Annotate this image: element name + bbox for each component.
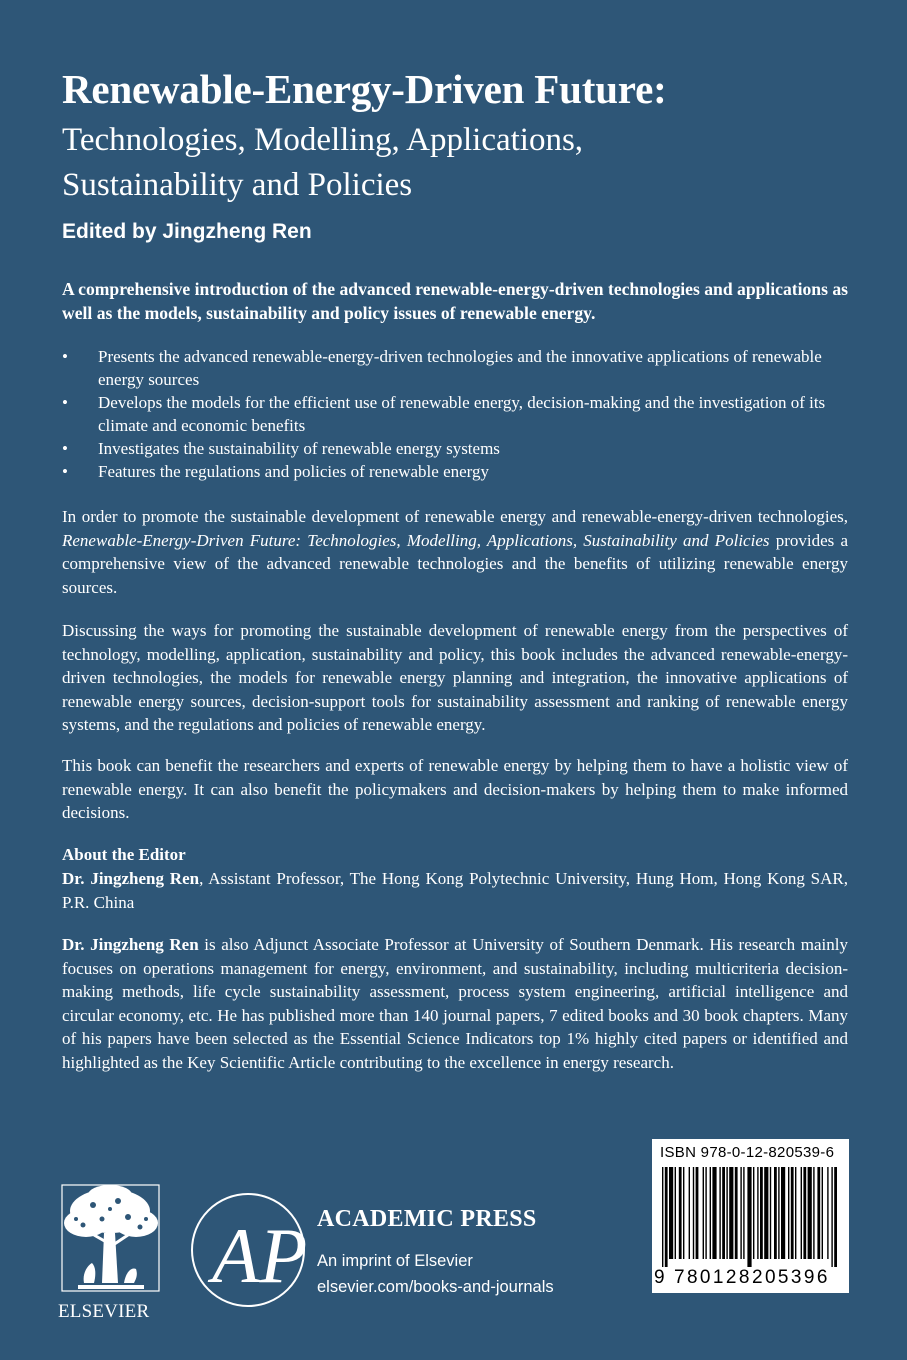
barcode-bar	[770, 1167, 771, 1259]
barcode-bar	[696, 1167, 699, 1259]
barcode-bar	[729, 1167, 733, 1259]
barcode-bar	[689, 1167, 690, 1259]
barcode-digit-first: 9	[654, 1267, 665, 1288]
barcode-bar	[740, 1167, 741, 1259]
feature-item: • Develops the models for the efficient use of renewable energy, decision-making and the investigation of its climate and economic benefits	[62, 391, 848, 437]
barcode-bar	[757, 1167, 758, 1259]
feature-item: • Presents the advanced renewable-energy-driven technologies and the innovative applications of renewable energy sources	[62, 345, 848, 391]
barcode-bar	[712, 1167, 716, 1259]
book-title: Renewable-Energy-Driven Future:	[62, 66, 667, 112]
barcode-bar	[722, 1167, 725, 1259]
editor-affiliation	[62, 867, 848, 914]
elsevier-tree-logo	[58, 1183, 163, 1293]
editor-name: Dr. Jingzheng Ren	[62, 869, 200, 888]
isbn-label: ISBN 978-0-12-820539-6	[660, 1144, 835, 1161]
barcode-bar	[760, 1167, 763, 1259]
isbn-barcode	[652, 1139, 849, 1293]
barcode-bar	[827, 1167, 828, 1259]
barcode-bar	[791, 1167, 794, 1259]
barcode-bar	[719, 1167, 720, 1259]
ap-logo-letters: AP	[212, 1212, 308, 1299]
barcode-bar	[778, 1167, 779, 1259]
subtitle-line-2: Sustainability and Policies	[62, 167, 413, 203]
intro-statement: A comprehensive introduction of the advanced renewable-energy-driven technologies and applications as well as the models, sustainability and policy issues of renewable energy.	[62, 279, 848, 323]
barcode-digits-left: 780128	[674, 1267, 752, 1288]
barcode-bar	[781, 1167, 785, 1259]
academic-press-logo	[188, 1190, 308, 1310]
description-paragraph-3: This book can benefit the researchers and experts of renewable energy by helping them to have a holistic view of renewable energy. It can also benefit the policymakers and decision-makers by helping them to make informed decisions.	[62, 756, 848, 823]
bio-text: is also Adjunct Associate Professor at University of Southern Denmark. His research mainly focuses on operations management for energy, environment, and sustainability, including multicriteria decision-making methods, life cycle sustainability assessment, process system engineering, artificial intelligence and circular economy, etc. He has published more than 140 journal papers, 7 edited books and 30 book chapters. Many of his papers have been selected as the Essential Science Indicators top 1% highly cited papers or identified and highlighted as the Key Scientific Article contributing to the excellence in energy research.	[62, 935, 848, 1072]
barcode-bar	[834, 1167, 837, 1267]
barcode-bar	[726, 1167, 727, 1259]
barcode-bar	[831, 1167, 832, 1267]
imprint-line: An imprint of Elsevier	[317, 1252, 473, 1270]
editor-bio	[62, 933, 848, 1075]
barcode-bar	[743, 1167, 744, 1259]
bio-editor-name: Dr. Jingzheng Ren	[62, 935, 199, 954]
feature-list	[62, 345, 848, 483]
barcode-bar	[710, 1167, 711, 1259]
p1-text-before: In order to promote the sustainable development of renewable energy and renewable-energy-driven technologies,	[62, 507, 848, 526]
barcode-bar	[753, 1167, 754, 1259]
barcode-bar	[665, 1167, 668, 1267]
publisher-url[interactable]: elsevier.com/books-and-journals	[317, 1278, 554, 1296]
edited-by: Edited by Jingzheng Ren	[62, 220, 312, 243]
barcode-bar	[683, 1167, 684, 1259]
barcode-bar	[822, 1167, 823, 1259]
barcode-bar	[788, 1167, 789, 1259]
p1-book-title: Renewable-Energy-Driven Future: Technologies, Modelling, Applications, Sustainability and Policies	[62, 530, 770, 550]
barcode-bar	[817, 1167, 820, 1259]
barcode-bar	[669, 1167, 673, 1259]
elsevier-wordmark: ELSEVIER	[58, 1301, 150, 1322]
description-paragraph-1	[62, 505, 848, 599]
imprint-name: ACADEMIC PRESS	[317, 1206, 537, 1232]
barcode-bar	[693, 1167, 694, 1259]
about-editor-heading: About the Editor	[62, 845, 186, 864]
barcode-bar	[808, 1167, 812, 1259]
barcode-bar	[747, 1167, 751, 1267]
feature-item: • Features the regulations and policies of renewable energy	[62, 460, 848, 483]
barcode-bar	[679, 1167, 682, 1259]
barcode-bar	[735, 1167, 738, 1259]
description-paragraph-2: Discussing the ways for promoting the sustainable development of renewable energy from the perspectives of technology, modelling, application, sustainability and policy, this book includes the advanced renewable-energy-driven technologies, the models for renewable energy planning and integration, the innovative applications of renewable energy sources, decision-support tools for sustainability assessment and ranking of renewable energy systems, and the regulations and policies of renewable energy.	[62, 621, 848, 735]
affiliation-text: , Assistant Professor, The Hong Kong Polytechnic University, Hung Hom, Hong Kong SAR, P.R. China	[62, 869, 849, 912]
barcode-bar	[705, 1167, 706, 1259]
barcode-bar	[764, 1167, 768, 1259]
barcode-bar	[662, 1167, 663, 1267]
barcode-bar	[813, 1167, 814, 1259]
feature-item: • Investigates the sustainability of renewable energy systems	[62, 437, 848, 460]
subtitle-line-1: Technologies, Modelling, Applications,	[62, 122, 584, 158]
barcode-bar	[703, 1167, 704, 1259]
barcode-bar	[795, 1167, 796, 1259]
book-subtitle	[62, 118, 862, 208]
barcode-bar	[803, 1167, 806, 1259]
barcode-bar	[774, 1167, 777, 1259]
barcode-bar	[801, 1167, 802, 1259]
barcode-digits-right: 205396	[752, 1267, 830, 1288]
barcode-bar	[675, 1167, 676, 1259]
barcode-bars	[660, 1167, 842, 1267]
p1-text-after: provides a comprehensive view of the advanced renewable technologies and the benefits of utilizing renewable energy sources.	[62, 530, 849, 597]
